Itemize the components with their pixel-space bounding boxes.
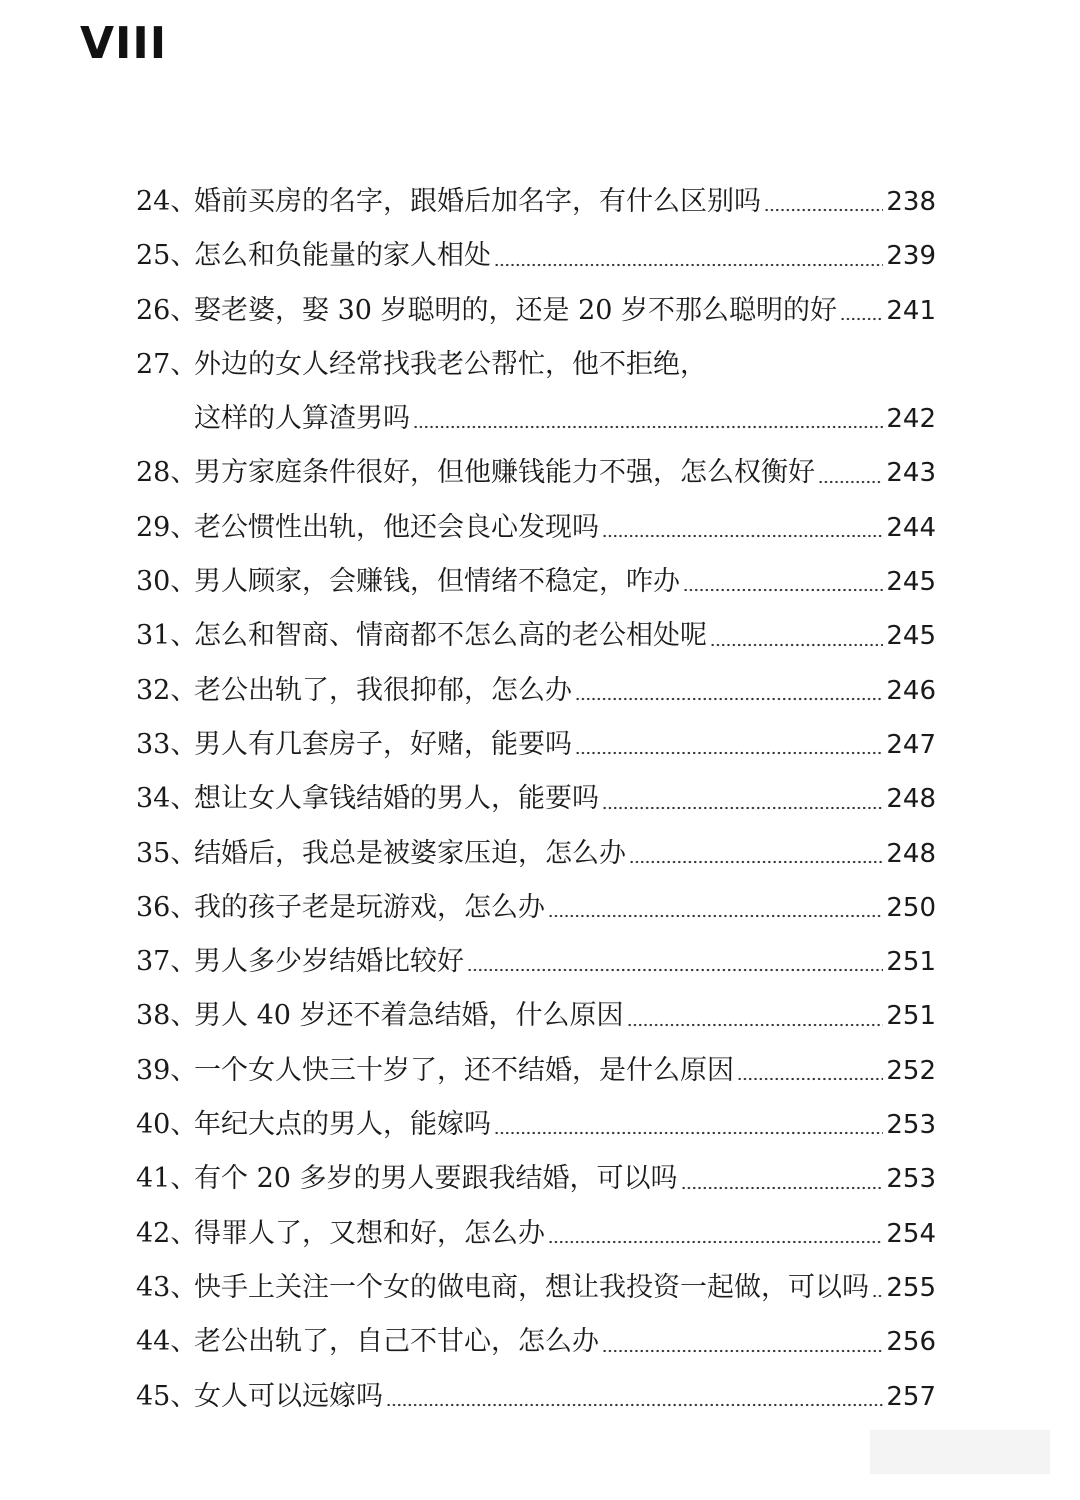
toc-entry-number: 29、 xyxy=(136,511,198,543)
toc-entry-page: 245 xyxy=(886,621,936,652)
toc-entry-page: 248 xyxy=(886,784,936,815)
toc-entry-number: 40、 xyxy=(136,1109,198,1141)
toc-leader-dots xyxy=(602,805,883,811)
toc-entry[interactable] xyxy=(136,664,936,718)
toc-entry-title: 怎么和负能量的家人相处 xyxy=(194,240,491,272)
toc-entry-page: 251 xyxy=(886,947,936,978)
toc-entry-title: 老公出轨了，我很抑郁，怎么办 xyxy=(194,674,572,706)
toc-leader-dots xyxy=(627,1022,884,1028)
toc-entry[interactable] xyxy=(136,1315,936,1369)
toc-entry-number: 38、 xyxy=(136,1000,198,1032)
toc-entry-page: 250 xyxy=(886,892,936,923)
toc-entry[interactable] xyxy=(136,827,936,881)
toc-entry-page: 246 xyxy=(886,675,936,706)
toc-entry-title-continued: 这样的人算渣男吗 xyxy=(194,403,410,435)
toc-entry-title: 年纪大点的男人，能嫁吗 xyxy=(194,1109,491,1141)
toc-entry-number: 24、 xyxy=(136,186,198,217)
toc-entry-page: 239 xyxy=(886,241,936,272)
toc-entry-title: 娶老婆，娶 30 岁聪明的，还是 20 岁不那么聪明的好 xyxy=(194,294,838,326)
toc-entry-title: 结婚后，我总是被婆家压迫，怎么办 xyxy=(194,837,626,869)
toc-entry[interactable] xyxy=(136,284,936,338)
toc-entry-number: 33、 xyxy=(136,728,198,760)
toc-leader-dots xyxy=(467,967,883,973)
toc-entry[interactable] xyxy=(136,1152,936,1206)
toc-entry-number: 34、 xyxy=(136,783,198,815)
toc-entry[interactable] xyxy=(136,229,936,283)
toc-entry-page: 244 xyxy=(886,512,936,543)
toc-leader-dots xyxy=(872,1293,883,1299)
toc-entry-number: 44、 xyxy=(136,1326,198,1358)
toc-entry-title: 外边的女人经常找我老公帮忙，他不拒绝， xyxy=(194,348,707,380)
toc-entry-page: 242 xyxy=(886,404,936,435)
toc-leader-dots xyxy=(629,859,883,865)
toc-entry-page: 238 xyxy=(886,187,936,217)
toc-leader-dots xyxy=(818,479,883,485)
toc-leader-dots xyxy=(602,1348,883,1354)
toc-leader-dots xyxy=(494,1130,883,1136)
toc-leader-dots xyxy=(494,262,883,268)
toc-entry-title: 男人有几套房子，好赌，能要吗 xyxy=(194,728,572,760)
toc-entry-page: 247 xyxy=(886,729,936,760)
toc-entry[interactable] xyxy=(136,501,936,555)
toc-entry-number: 27、 xyxy=(136,348,198,380)
toc-entry[interactable] xyxy=(136,1261,936,1315)
toc-entry-number: 31、 xyxy=(136,620,198,652)
toc-entry[interactable] xyxy=(136,935,936,989)
toc-entry-title: 男人 40 岁还不着急结婚，什么原因 xyxy=(194,1000,624,1032)
toc-leader-dots xyxy=(602,533,883,539)
toc-entry-page: 253 xyxy=(886,1164,936,1195)
toc-entry-page: 248 xyxy=(886,838,936,869)
toc-entry[interactable] xyxy=(136,1207,936,1261)
toc-entry-title: 婚前买房的名字，跟婚后加名字，有什么区别吗 xyxy=(194,186,761,217)
toc-entry-title: 男人多少岁结婚比较好 xyxy=(194,946,464,978)
toc-entry-number: 25、 xyxy=(136,240,198,272)
toc-entry-number: 41、 xyxy=(136,1163,198,1195)
toc-entry[interactable] xyxy=(136,1098,936,1152)
toc-entry-page: 243 xyxy=(886,458,936,489)
toc-entry-number: 42、 xyxy=(136,1217,198,1249)
toc-entry-number: 43、 xyxy=(136,1271,198,1303)
scan-smudge xyxy=(870,1430,1050,1474)
toc-entry-title: 想让女人拿钱结婚的男人，能要吗 xyxy=(194,783,599,815)
toc-leader-dots xyxy=(575,750,883,756)
toc-entry-number: 37、 xyxy=(136,946,198,978)
toc-leader-dots xyxy=(575,696,883,702)
table-of-contents xyxy=(136,175,936,1424)
toc-entry[interactable] xyxy=(136,175,936,229)
toc-entry-title: 男人顾家，会赚钱，但情绪不稳定，咋办 xyxy=(194,566,680,598)
toc-entry-title: 得罪人了，又想和好，怎么办 xyxy=(194,1217,545,1249)
toc-entry-continuation[interactable] xyxy=(136,392,936,446)
toc-entry-page: 256 xyxy=(886,1327,936,1358)
toc-entry-number: 35、 xyxy=(136,837,198,869)
toc-leader-dots xyxy=(413,424,883,430)
toc-entry[interactable] xyxy=(136,772,936,826)
toc-entry-page: 241 xyxy=(886,295,936,326)
toc-entry-number: 30、 xyxy=(136,566,198,598)
toc-leader-dots xyxy=(840,316,883,322)
toc-entry-page: 255 xyxy=(886,1272,936,1303)
toc-leader-dots xyxy=(683,587,883,593)
toc-entry-page: 257 xyxy=(886,1381,936,1412)
toc-entry[interactable] xyxy=(136,718,936,772)
toc-entry-title: 女人可以远嫁吗 xyxy=(194,1380,383,1412)
toc-entry-title: 快手上关注一个女的做电商，想让我投资一起做，可以吗 xyxy=(194,1271,869,1303)
toc-entry-title: 男方家庭条件很好，但他赚钱能力不强，怎么权衡好 xyxy=(194,457,815,489)
toc-entry[interactable] xyxy=(136,1044,936,1098)
toc-leader-dots xyxy=(764,207,883,213)
toc-entry[interactable] xyxy=(136,446,936,500)
toc-entry-page: 253 xyxy=(886,1110,936,1141)
toc-leader-dots xyxy=(548,913,883,919)
toc-entry-page: 245 xyxy=(886,567,936,598)
toc-entry-number: 26、 xyxy=(136,294,198,326)
toc-entry-title: 老公惯性出轨，他还会良心发现吗 xyxy=(194,511,599,543)
page-number: VIII xyxy=(80,18,168,69)
toc-entry-title: 一个女人快三十岁了，还不结婚，是什么原因 xyxy=(194,1054,734,1086)
toc-leader-dots xyxy=(681,1185,884,1191)
toc-entry-title: 老公出轨了，自己不甘心，怎么办 xyxy=(194,1326,599,1358)
toc-entry-title: 怎么和智商、情商都不怎么高的老公相处呢 xyxy=(194,620,707,652)
toc-entry-number: 28、 xyxy=(136,457,198,489)
toc-leader-dots xyxy=(548,1239,883,1245)
toc-entry-page: 251 xyxy=(886,1001,936,1032)
toc-entry-title: 我的孩子老是玩游戏，怎么办 xyxy=(194,891,545,923)
toc-entry-number: 39、 xyxy=(136,1054,198,1086)
toc-entry[interactable] xyxy=(136,338,936,392)
toc-entry[interactable] xyxy=(136,609,936,663)
toc-entry-page: 254 xyxy=(886,1218,936,1249)
toc-entry-number: 32、 xyxy=(136,674,198,706)
toc-entry-title: 有个 20 多岁的男人要跟我结婚，可以吗 xyxy=(194,1163,678,1195)
toc-entry[interactable] xyxy=(136,1370,936,1424)
toc-leader-dots xyxy=(737,1076,883,1082)
toc-leader-dots xyxy=(710,642,883,648)
toc-entry-page: 252 xyxy=(886,1055,936,1086)
toc-entry[interactable] xyxy=(136,881,936,935)
toc-leader-dots xyxy=(386,1402,883,1408)
toc-entry[interactable] xyxy=(136,989,936,1043)
toc-entry-number: 36、 xyxy=(136,891,198,923)
toc-entry-number: 45、 xyxy=(136,1380,198,1412)
toc-entry[interactable] xyxy=(136,555,936,609)
